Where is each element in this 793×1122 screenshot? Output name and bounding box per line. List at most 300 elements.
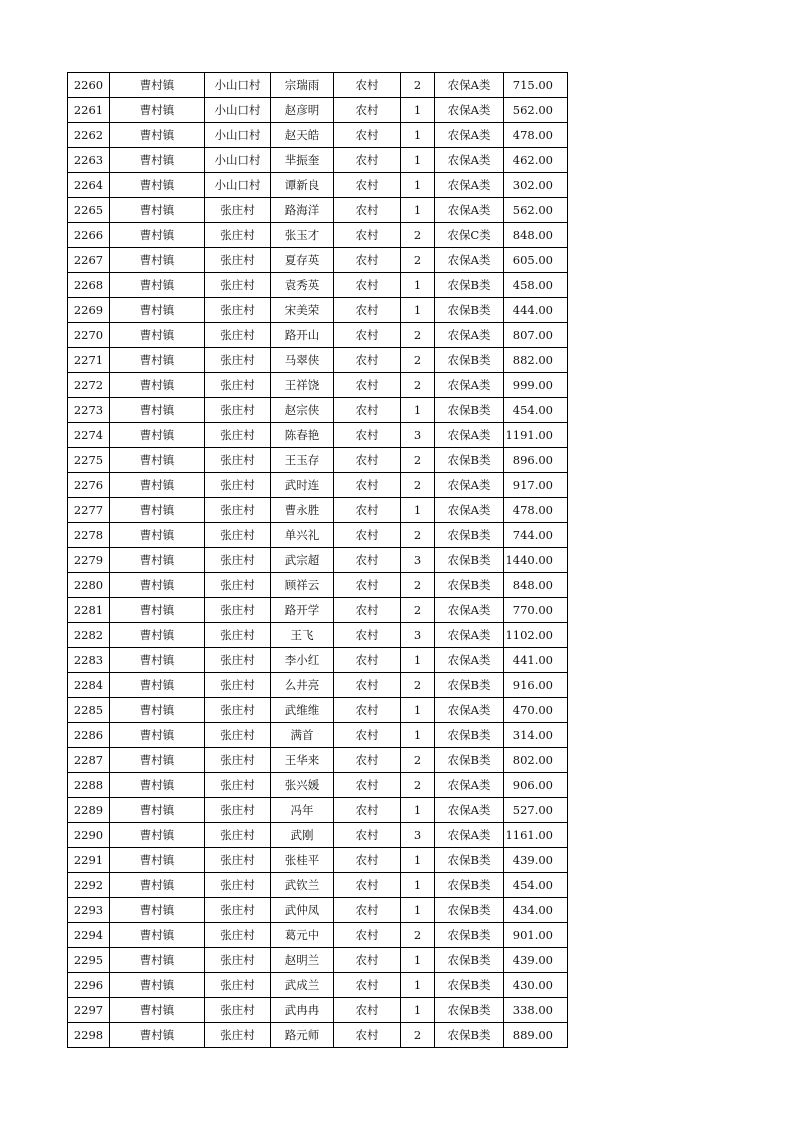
name-cell: 武维维 — [271, 698, 334, 723]
household-size-cell: 2 — [401, 323, 435, 348]
area-type-cell: 农村 — [334, 773, 401, 798]
table-row — [68, 298, 568, 323]
household-size-cell: 1 — [401, 948, 435, 973]
amount-cell: 1102.00 — [504, 623, 568, 648]
category-cell: 农保A类 — [435, 773, 504, 798]
household-size-cell: 3 — [401, 548, 435, 573]
name-cell: 武冉冉 — [271, 998, 334, 1023]
village-cell: 张庄村 — [205, 873, 271, 898]
area-type-cell: 农村 — [334, 748, 401, 773]
amount-cell: 430.00 — [504, 973, 568, 998]
town-cell: 曹村镇 — [110, 773, 205, 798]
household-size-cell: 1 — [401, 273, 435, 298]
category-cell: 农保C类 — [435, 223, 504, 248]
table-row — [68, 723, 568, 748]
category-cell: 农保A类 — [435, 798, 504, 823]
town-cell: 曹村镇 — [110, 373, 205, 398]
household-size-cell: 2 — [401, 598, 435, 623]
row-number-cell: 2284 — [68, 673, 110, 698]
row-number-cell: 2277 — [68, 498, 110, 523]
row-number-cell: 2279 — [68, 548, 110, 573]
row-number-cell: 2291 — [68, 848, 110, 873]
town-cell: 曹村镇 — [110, 948, 205, 973]
town-cell: 曹村镇 — [110, 873, 205, 898]
town-cell: 曹村镇 — [110, 998, 205, 1023]
area-type-cell: 农村 — [334, 598, 401, 623]
area-type-cell: 农村 — [334, 448, 401, 473]
village-cell: 张庄村 — [205, 223, 271, 248]
household-size-cell: 2 — [401, 348, 435, 373]
category-cell: 农保A类 — [435, 598, 504, 623]
village-cell: 张庄村 — [205, 973, 271, 998]
category-cell: 农保B类 — [435, 973, 504, 998]
village-cell: 张庄村 — [205, 373, 271, 398]
table-row — [68, 573, 568, 598]
name-cell: 武仲凤 — [271, 898, 334, 923]
name-cell: 王飞 — [271, 623, 334, 648]
household-size-cell: 1 — [401, 648, 435, 673]
area-type-cell: 农村 — [334, 973, 401, 998]
amount-cell: 434.00 — [504, 898, 568, 923]
town-cell: 曹村镇 — [110, 1023, 205, 1048]
amount-cell: 441.00 — [504, 648, 568, 673]
area-type-cell: 农村 — [334, 73, 401, 98]
area-type-cell: 农村 — [334, 198, 401, 223]
category-cell: 农保A类 — [435, 498, 504, 523]
area-type-cell: 农村 — [334, 573, 401, 598]
category-cell: 农保A类 — [435, 123, 504, 148]
row-number-cell: 2266 — [68, 223, 110, 248]
amount-cell: 906.00 — [504, 773, 568, 798]
table-row — [68, 973, 568, 998]
amount-cell: 848.00 — [504, 573, 568, 598]
table-row — [68, 123, 568, 148]
town-cell: 曹村镇 — [110, 248, 205, 273]
category-cell: 农保B类 — [435, 748, 504, 773]
village-cell: 张庄村 — [205, 748, 271, 773]
category-cell: 农保B类 — [435, 923, 504, 948]
amount-cell: 605.00 — [504, 248, 568, 273]
name-cell: 宋美荣 — [271, 298, 334, 323]
area-type-cell: 农村 — [334, 723, 401, 748]
category-cell: 农保A类 — [435, 823, 504, 848]
row-number-cell: 2275 — [68, 448, 110, 473]
table-row — [68, 598, 568, 623]
area-type-cell: 农村 — [334, 223, 401, 248]
row-number-cell: 2289 — [68, 798, 110, 823]
town-cell: 曹村镇 — [110, 623, 205, 648]
amount-cell: 802.00 — [504, 748, 568, 773]
row-number-cell: 2264 — [68, 173, 110, 198]
town-cell: 曹村镇 — [110, 673, 205, 698]
name-cell: 单兴礼 — [271, 523, 334, 548]
household-size-cell: 1 — [401, 698, 435, 723]
row-number-cell: 2294 — [68, 923, 110, 948]
household-size-cell: 2 — [401, 573, 435, 598]
household-size-cell: 2 — [401, 773, 435, 798]
table-row — [68, 198, 568, 223]
amount-cell: 562.00 — [504, 98, 568, 123]
table-row — [68, 673, 568, 698]
row-number-cell: 2292 — [68, 873, 110, 898]
table-row — [68, 998, 568, 1023]
name-cell: 冯年 — [271, 798, 334, 823]
amount-cell: 302.00 — [504, 173, 568, 198]
amount-cell: 338.00 — [504, 998, 568, 1023]
table-row — [68, 923, 568, 948]
category-cell: 农保B类 — [435, 573, 504, 598]
name-cell: 路开学 — [271, 598, 334, 623]
row-number-cell: 2285 — [68, 698, 110, 723]
name-cell: 陈春艳 — [271, 423, 334, 448]
household-size-cell: 2 — [401, 673, 435, 698]
row-number-cell: 2280 — [68, 573, 110, 598]
name-cell: 武时连 — [271, 473, 334, 498]
household-size-cell: 1 — [401, 148, 435, 173]
amount-cell: 478.00 — [504, 123, 568, 148]
town-cell: 曹村镇 — [110, 723, 205, 748]
table-row — [68, 548, 568, 573]
table-row — [68, 273, 568, 298]
row-number-cell: 2298 — [68, 1023, 110, 1048]
area-type-cell: 农村 — [334, 123, 401, 148]
amount-cell: 770.00 — [504, 598, 568, 623]
household-size-cell: 1 — [401, 873, 435, 898]
household-size-cell: 1 — [401, 98, 435, 123]
amount-cell: 454.00 — [504, 873, 568, 898]
household-size-cell: 1 — [401, 973, 435, 998]
household-size-cell: 1 — [401, 723, 435, 748]
amount-cell: 999.00 — [504, 373, 568, 398]
area-type-cell: 农村 — [334, 998, 401, 1023]
name-cell: 张桂平 — [271, 848, 334, 873]
category-cell: 农保A类 — [435, 323, 504, 348]
name-cell: 马翠侠 — [271, 348, 334, 373]
name-cell: 顾祥云 — [271, 573, 334, 598]
village-cell: 小山口村 — [205, 173, 271, 198]
area-type-cell: 农村 — [334, 623, 401, 648]
table-row — [68, 148, 568, 173]
row-number-cell: 2276 — [68, 473, 110, 498]
village-cell: 张庄村 — [205, 423, 271, 448]
area-type-cell: 农村 — [334, 873, 401, 898]
table-row — [68, 448, 568, 473]
row-number-cell: 2282 — [68, 623, 110, 648]
town-cell: 曹村镇 — [110, 398, 205, 423]
amount-cell: 807.00 — [504, 323, 568, 348]
name-cell: 武刚 — [271, 823, 334, 848]
village-cell: 张庄村 — [205, 698, 271, 723]
village-cell: 张庄村 — [205, 823, 271, 848]
category-cell: 农保A类 — [435, 473, 504, 498]
table-row — [68, 98, 568, 123]
category-cell: 农保A类 — [435, 648, 504, 673]
village-cell: 张庄村 — [205, 298, 271, 323]
name-cell: 张兴媛 — [271, 773, 334, 798]
household-size-cell: 1 — [401, 848, 435, 873]
amount-cell: 715.00 — [504, 73, 568, 98]
area-type-cell: 农村 — [334, 823, 401, 848]
table-row — [68, 373, 568, 398]
name-cell: 路开山 — [271, 323, 334, 348]
name-cell: 满首 — [271, 723, 334, 748]
table-row — [68, 873, 568, 898]
village-cell: 张庄村 — [205, 948, 271, 973]
category-cell: 农保B类 — [435, 948, 504, 973]
household-size-cell: 2 — [401, 473, 435, 498]
name-cell: 么井亮 — [271, 673, 334, 698]
village-cell: 小山口村 — [205, 123, 271, 148]
category-cell: 农保B类 — [435, 848, 504, 873]
area-type-cell: 农村 — [334, 473, 401, 498]
town-cell: 曹村镇 — [110, 748, 205, 773]
town-cell: 曹村镇 — [110, 123, 205, 148]
category-cell: 农保B类 — [435, 898, 504, 923]
area-type-cell: 农村 — [334, 698, 401, 723]
row-number-cell: 2274 — [68, 423, 110, 448]
town-cell: 曹村镇 — [110, 973, 205, 998]
amount-cell: 882.00 — [504, 348, 568, 373]
amount-cell: 458.00 — [504, 273, 568, 298]
row-number-cell: 2278 — [68, 523, 110, 548]
town-cell: 曹村镇 — [110, 923, 205, 948]
amount-cell: 1161.00 — [504, 823, 568, 848]
village-cell: 张庄村 — [205, 898, 271, 923]
table-row — [68, 173, 568, 198]
village-cell: 张庄村 — [205, 623, 271, 648]
category-cell: 农保B类 — [435, 873, 504, 898]
area-type-cell: 农村 — [334, 1023, 401, 1048]
data-table — [67, 72, 568, 1048]
village-cell: 张庄村 — [205, 323, 271, 348]
category-cell: 农保B类 — [435, 398, 504, 423]
village-cell: 张庄村 — [205, 523, 271, 548]
row-number-cell: 2269 — [68, 298, 110, 323]
household-size-cell: 2 — [401, 223, 435, 248]
amount-cell: 562.00 — [504, 198, 568, 223]
area-type-cell: 农村 — [334, 548, 401, 573]
name-cell: 袁秀英 — [271, 273, 334, 298]
name-cell: 武宗超 — [271, 548, 334, 573]
village-cell: 张庄村 — [205, 673, 271, 698]
village-cell: 张庄村 — [205, 848, 271, 873]
name-cell: 夏存英 — [271, 248, 334, 273]
household-size-cell: 2 — [401, 248, 435, 273]
amount-cell: 439.00 — [504, 948, 568, 973]
household-size-cell: 2 — [401, 373, 435, 398]
row-number-cell: 2270 — [68, 323, 110, 348]
village-cell: 张庄村 — [205, 598, 271, 623]
area-type-cell: 农村 — [334, 648, 401, 673]
household-size-cell: 2 — [401, 748, 435, 773]
table-row — [68, 823, 568, 848]
area-type-cell: 农村 — [334, 948, 401, 973]
amount-cell: 916.00 — [504, 673, 568, 698]
row-number-cell: 2293 — [68, 898, 110, 923]
area-type-cell: 农村 — [334, 298, 401, 323]
area-type-cell: 农村 — [334, 848, 401, 873]
row-number-cell: 2271 — [68, 348, 110, 373]
town-cell: 曹村镇 — [110, 323, 205, 348]
row-number-cell: 2261 — [68, 98, 110, 123]
row-number-cell: 2290 — [68, 823, 110, 848]
table-row — [68, 248, 568, 273]
household-size-cell: 2 — [401, 1023, 435, 1048]
category-cell: 农保B类 — [435, 723, 504, 748]
row-number-cell: 2262 — [68, 123, 110, 148]
table-row — [68, 848, 568, 873]
table-row — [68, 223, 568, 248]
village-cell: 张庄村 — [205, 498, 271, 523]
amount-cell: 314.00 — [504, 723, 568, 748]
area-type-cell: 农村 — [334, 273, 401, 298]
village-cell: 小山口村 — [205, 73, 271, 98]
amount-cell: 917.00 — [504, 473, 568, 498]
household-size-cell: 3 — [401, 823, 435, 848]
table-row — [68, 698, 568, 723]
area-type-cell: 农村 — [334, 398, 401, 423]
category-cell: 农保B类 — [435, 523, 504, 548]
table-row — [68, 898, 568, 923]
amount-cell: 848.00 — [504, 223, 568, 248]
household-size-cell: 2 — [401, 523, 435, 548]
town-cell: 曹村镇 — [110, 273, 205, 298]
name-cell: 赵宗侠 — [271, 398, 334, 423]
table-row — [68, 773, 568, 798]
name-cell: 路元师 — [271, 1023, 334, 1048]
town-cell: 曹村镇 — [110, 548, 205, 573]
town-cell: 曹村镇 — [110, 823, 205, 848]
area-type-cell: 农村 — [334, 423, 401, 448]
row-number-cell: 2263 — [68, 148, 110, 173]
area-type-cell: 农村 — [334, 798, 401, 823]
village-cell: 张庄村 — [205, 723, 271, 748]
name-cell: 王华来 — [271, 748, 334, 773]
table-row — [68, 648, 568, 673]
name-cell: 芈振奎 — [271, 148, 334, 173]
household-size-cell: 1 — [401, 123, 435, 148]
category-cell: 农保A类 — [435, 98, 504, 123]
table-row — [68, 348, 568, 373]
area-type-cell: 农村 — [334, 173, 401, 198]
category-cell: 农保B类 — [435, 448, 504, 473]
amount-cell: 454.00 — [504, 398, 568, 423]
row-number-cell: 2273 — [68, 398, 110, 423]
table-row — [68, 398, 568, 423]
town-cell: 曹村镇 — [110, 473, 205, 498]
category-cell: 农保A类 — [435, 73, 504, 98]
name-cell: 宗瑞雨 — [271, 73, 334, 98]
name-cell: 王祥饶 — [271, 373, 334, 398]
town-cell: 曹村镇 — [110, 348, 205, 373]
village-cell: 张庄村 — [205, 273, 271, 298]
table-row — [68, 1023, 568, 1048]
name-cell: 路海洋 — [271, 198, 334, 223]
row-number-cell: 2295 — [68, 948, 110, 973]
town-cell: 曹村镇 — [110, 223, 205, 248]
household-size-cell: 3 — [401, 423, 435, 448]
table-row — [68, 748, 568, 773]
area-type-cell: 农村 — [334, 673, 401, 698]
table-row — [68, 948, 568, 973]
household-size-cell: 2 — [401, 448, 435, 473]
town-cell: 曹村镇 — [110, 648, 205, 673]
village-cell: 张庄村 — [205, 348, 271, 373]
table-row — [68, 473, 568, 498]
town-cell: 曹村镇 — [110, 173, 205, 198]
row-number-cell: 2296 — [68, 973, 110, 998]
amount-cell: 1440.00 — [504, 548, 568, 573]
household-size-cell: 1 — [401, 398, 435, 423]
row-number-cell: 2265 — [68, 198, 110, 223]
name-cell: 葛元中 — [271, 923, 334, 948]
area-type-cell: 农村 — [334, 898, 401, 923]
household-size-cell: 1 — [401, 173, 435, 198]
area-type-cell: 农村 — [334, 98, 401, 123]
amount-cell: 527.00 — [504, 798, 568, 823]
village-cell: 张庄村 — [205, 548, 271, 573]
household-size-cell: 3 — [401, 623, 435, 648]
category-cell: 农保A类 — [435, 198, 504, 223]
table-row — [68, 623, 568, 648]
village-cell: 张庄村 — [205, 473, 271, 498]
area-type-cell: 农村 — [334, 148, 401, 173]
table-body — [68, 73, 568, 1048]
town-cell: 曹村镇 — [110, 848, 205, 873]
row-number-cell: 2281 — [68, 598, 110, 623]
town-cell: 曹村镇 — [110, 148, 205, 173]
row-number-cell: 2272 — [68, 373, 110, 398]
row-number-cell: 2288 — [68, 773, 110, 798]
table-row — [68, 798, 568, 823]
town-cell: 曹村镇 — [110, 573, 205, 598]
town-cell: 曹村镇 — [110, 298, 205, 323]
village-cell: 小山口村 — [205, 98, 271, 123]
amount-cell: 470.00 — [504, 698, 568, 723]
name-cell: 武成兰 — [271, 973, 334, 998]
amount-cell: 889.00 — [504, 1023, 568, 1048]
name-cell: 武钦兰 — [271, 873, 334, 898]
village-cell: 张庄村 — [205, 198, 271, 223]
name-cell: 张玉才 — [271, 223, 334, 248]
household-size-cell: 2 — [401, 73, 435, 98]
row-number-cell: 2286 — [68, 723, 110, 748]
category-cell: 农保B类 — [435, 673, 504, 698]
amount-cell: 1191.00 — [504, 423, 568, 448]
household-size-cell: 1 — [401, 798, 435, 823]
area-type-cell: 农村 — [334, 523, 401, 548]
town-cell: 曹村镇 — [110, 73, 205, 98]
amount-cell: 439.00 — [504, 848, 568, 873]
town-cell: 曹村镇 — [110, 448, 205, 473]
household-size-cell: 1 — [401, 998, 435, 1023]
name-cell: 曹永胜 — [271, 498, 334, 523]
name-cell: 赵明兰 — [271, 948, 334, 973]
village-cell: 张庄村 — [205, 398, 271, 423]
row-number-cell: 2297 — [68, 998, 110, 1023]
category-cell: 农保B类 — [435, 998, 504, 1023]
area-type-cell: 农村 — [334, 348, 401, 373]
amount-cell: 744.00 — [504, 523, 568, 548]
amount-cell: 462.00 — [504, 148, 568, 173]
table-row — [68, 323, 568, 348]
category-cell: 农保A类 — [435, 173, 504, 198]
amount-cell: 896.00 — [504, 448, 568, 473]
town-cell: 曹村镇 — [110, 423, 205, 448]
village-cell: 张庄村 — [205, 573, 271, 598]
category-cell: 农保B类 — [435, 1023, 504, 1048]
category-cell: 农保A类 — [435, 623, 504, 648]
